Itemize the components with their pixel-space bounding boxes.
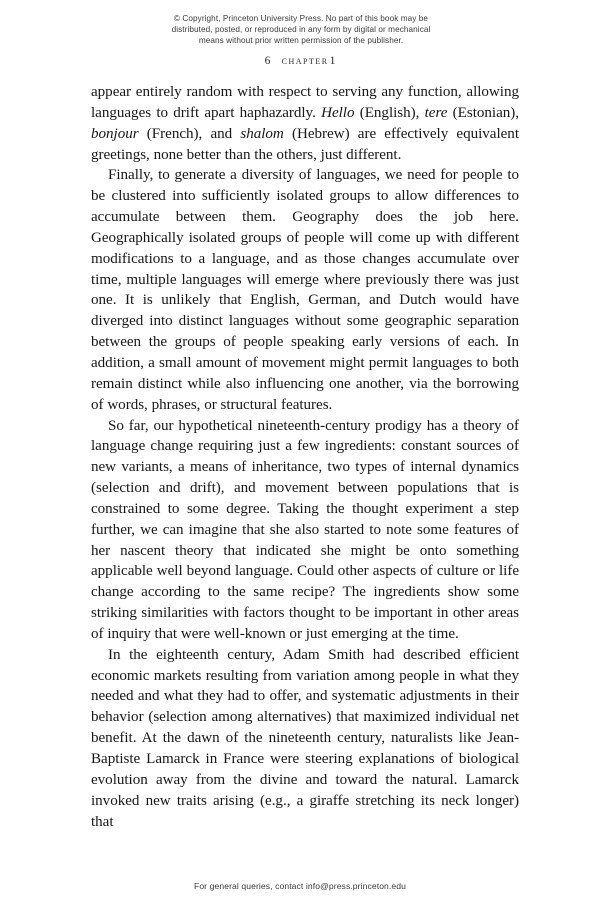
text-run: (Hebrew) are effectively equivalent greetings, none better than the others, just different. bbox=[91, 125, 519, 163]
copyright-line-2: distributed, posted, or reproduced in any form by digital or mechanical bbox=[171, 25, 431, 35]
text-run: In the eighteenth century, Adam Smith had described efficient economic markets resulting from variation among people in what they needed and what they had to offer, and systematic adjustments in their behavior (selection among alternatives) that maximized individual net benefit. At the dawn of the nineteenth century, naturalists like Jean-Baptiste Lamarck in France were steering explanations of biological evolution away from the divine and toward the natural. Lamarck invoked new traits arising (e.g., a giraffe stretching its neck longer) that bbox=[91, 646, 519, 830]
copyright-notice bbox=[131, 13, 471, 47]
emphasis-text: bonjour bbox=[91, 125, 139, 142]
copyright-line-1: © Copyright, Princeton University Press. No part of this book may be bbox=[173, 14, 429, 23]
emphasis-text: shalom bbox=[240, 125, 284, 142]
text-run: So far, our hypothetical nineteenth-century prodigy has a theory of language change requiring just a few ingredients: constant sources of new variants, a means of inheritance, two types of internal dynamics (selection and drift), and movement between populations that is constrained to some degree. Taking the thought experiment a step further, we can imagine that she also started to note some features of her nascent theory that indicated she might be onto something applicable well beyond language. Could other aspects of culture or life change according to the same recipe? The ingredients show some striking similarities with factors thought to be important in other areas of inquiry that were well-known or just emerging at the time. bbox=[91, 417, 519, 642]
copyright-line-3: means without prior written permission of the publisher. bbox=[198, 36, 404, 46]
paragraph-3 bbox=[91, 416, 519, 645]
emphasis-text: Hello bbox=[321, 104, 355, 121]
paragraph-1 bbox=[91, 82, 519, 165]
page-footer: For general queries, contact info@press.princeton.edu bbox=[193, 881, 406, 891]
text-run: (French), and bbox=[138, 125, 241, 142]
page-folio-number: 6 bbox=[264, 55, 271, 67]
text-run: (Estonian), bbox=[447, 104, 519, 121]
paragraph-4 bbox=[91, 645, 519, 833]
running-head bbox=[0, 55, 600, 67]
running-head-label: chapter bbox=[281, 55, 329, 67]
body-text-column bbox=[91, 82, 519, 832]
running-head-chapter-number: 1 bbox=[329, 55, 336, 67]
paragraph-2 bbox=[91, 165, 519, 415]
text-run: (English), bbox=[354, 104, 425, 121]
text-run: appear entirely random with respect to serving any function, allowing languages to drift apart haphazardly. bbox=[91, 84, 519, 121]
text-run: Finally, to generate a diversity of languages, we need for people to be clustered into sufficiently isolated groups to allow differences to accumulate between them. Geography does the job here. Geographically isolated groups of people will come up with different modifications to a language, and as those changes accumulate over time, multiple languages will emerge where previously there was just one. It is unlikely that English, German, and Dutch would have diverged into distinct languages without some geographic separation between the groups of people speaking early versions of each. In addition, a small amount of movement might permit languages to both remain distinct while also influencing one another, via the borrowing of words, phrases, or structural features. bbox=[91, 167, 519, 413]
emphasis-text: tere bbox=[424, 104, 448, 121]
